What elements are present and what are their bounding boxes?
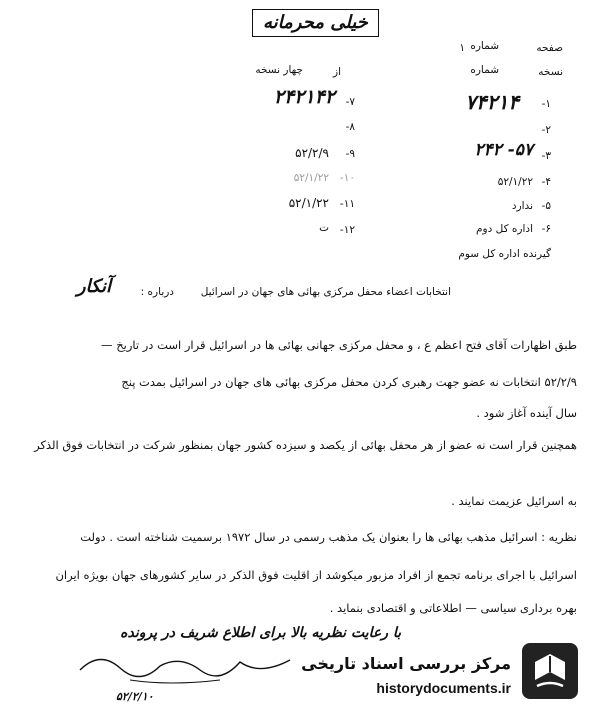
opinion-line-3: بهره برداری سیاسی — اطلاعاتی و اقتصادی بنماید .: [329, 601, 577, 615]
dist-left-12-text: ت: [319, 222, 329, 234]
body-line-1: طبق اظهارات آقای فتح اعظم ع ، و محفل مرکزی جهانی بهائی ها در اسرائیل قرار است در تاریخ —: [101, 338, 577, 352]
dist-right-3-text: ۵۷- ۲۴۲: [474, 140, 533, 160]
signature-scribble: [70, 640, 310, 690]
dist-right-6-num: ۶-: [541, 223, 551, 235]
watermark-title: مرکز بررسی اسناد تاریخی: [301, 654, 511, 673]
opinion-line-1: نظریه : اسرائیل مذهب بهائی ها را بعنوان یک مذهب رسمی در سال ۱۹۷۲ برسمیت شناخته است . دولت: [80, 530, 577, 544]
classification-text: خیلی محرمانه: [263, 12, 368, 33]
dist-left-11-text: ۵۲/۱/۲۲: [288, 196, 329, 210]
body-line-2: ۵۲/۲/۹ انتخابات نه عضو جهت رهبری کردن محفل مرکزی بهائی های جهان در اسرائیل بمدت پنج: [121, 375, 577, 389]
subject-label: درباره :: [140, 286, 174, 298]
watermark-logo: [521, 642, 579, 700]
body-line-5: به اسرائیل عزیمت نمایند .: [451, 494, 577, 508]
recipient: گیرنده اداره کل سوم: [458, 248, 551, 260]
copy-number-label: شماره: [470, 64, 499, 76]
dist-left-10-text: ۵۲/۱/۲۲: [293, 172, 329, 184]
classification-stamp: [252, 9, 379, 37]
handwritten-date: ۵۲/۲/۱۰: [116, 690, 154, 703]
dist-right-1-text: ۷۴۲۱۴: [465, 90, 519, 114]
from-label: از: [333, 66, 341, 78]
dist-left-12-num: ۱۲-: [339, 224, 355, 236]
page-number-value: ۱: [459, 42, 465, 54]
dist-right-2-num: ۲-: [541, 124, 551, 136]
dist-right-3-num: ۳-: [541, 150, 551, 162]
dist-right-1-num: ۱-: [541, 98, 551, 110]
subject-annotation: آنکار: [76, 276, 111, 297]
dist-left-7-text: ۲۴۲۱۴۲: [273, 86, 335, 108]
book-icon: [521, 642, 579, 700]
page-number-label: شماره: [470, 40, 499, 52]
dist-right-5-text: ندارد: [511, 200, 533, 212]
dist-right-6-text: اداره کل دوم: [476, 223, 533, 235]
subject-text: انتخابات اعضاء محفل مرکزی بهائی های جهان در اسرائیل: [200, 286, 451, 298]
dist-right-4-num: ۴-: [541, 176, 551, 188]
body-line-4: همچنین قرار است نه عضو از هر محفل بهائی از یکصد و سیزده کشور جهان بمنظور شرکت در انتخابات فوق الذکر: [34, 438, 577, 452]
opinion-line-2: اسرائیل با اجرای برنامه تجمع از افراد مزبور میکوشد از اقلیت فوق الذکر در سایر کشورهای جهان بویژه ایران: [55, 568, 577, 582]
dist-right-4-text: ۵۲/۱/۲۲: [497, 176, 533, 188]
dist-left-9-num: ۹-: [345, 148, 355, 160]
dist-left-11-num: ۱۱-: [339, 198, 355, 210]
dist-left-10-num: ۱۰-: [339, 172, 355, 184]
dist-left-8-num: ۸-: [345, 121, 355, 133]
watermark-url[interactable]: historydocuments.ir: [376, 680, 511, 696]
body-line-3: سال آینده آغاز شود .: [476, 406, 577, 420]
page-label: صفحه: [536, 42, 563, 54]
handwritten-note: با رعایت نظریه بالا برای اطلاع شریف در پرونده: [120, 625, 401, 641]
dist-left-7-num: ۷-: [345, 96, 355, 108]
copy-label: نسخه: [538, 66, 563, 78]
copies-label: چهار نسخه: [255, 64, 303, 76]
dist-left-9-text: ۵۲/۲/۹: [295, 146, 329, 160]
dist-right-5-num: ۵-: [541, 200, 551, 212]
